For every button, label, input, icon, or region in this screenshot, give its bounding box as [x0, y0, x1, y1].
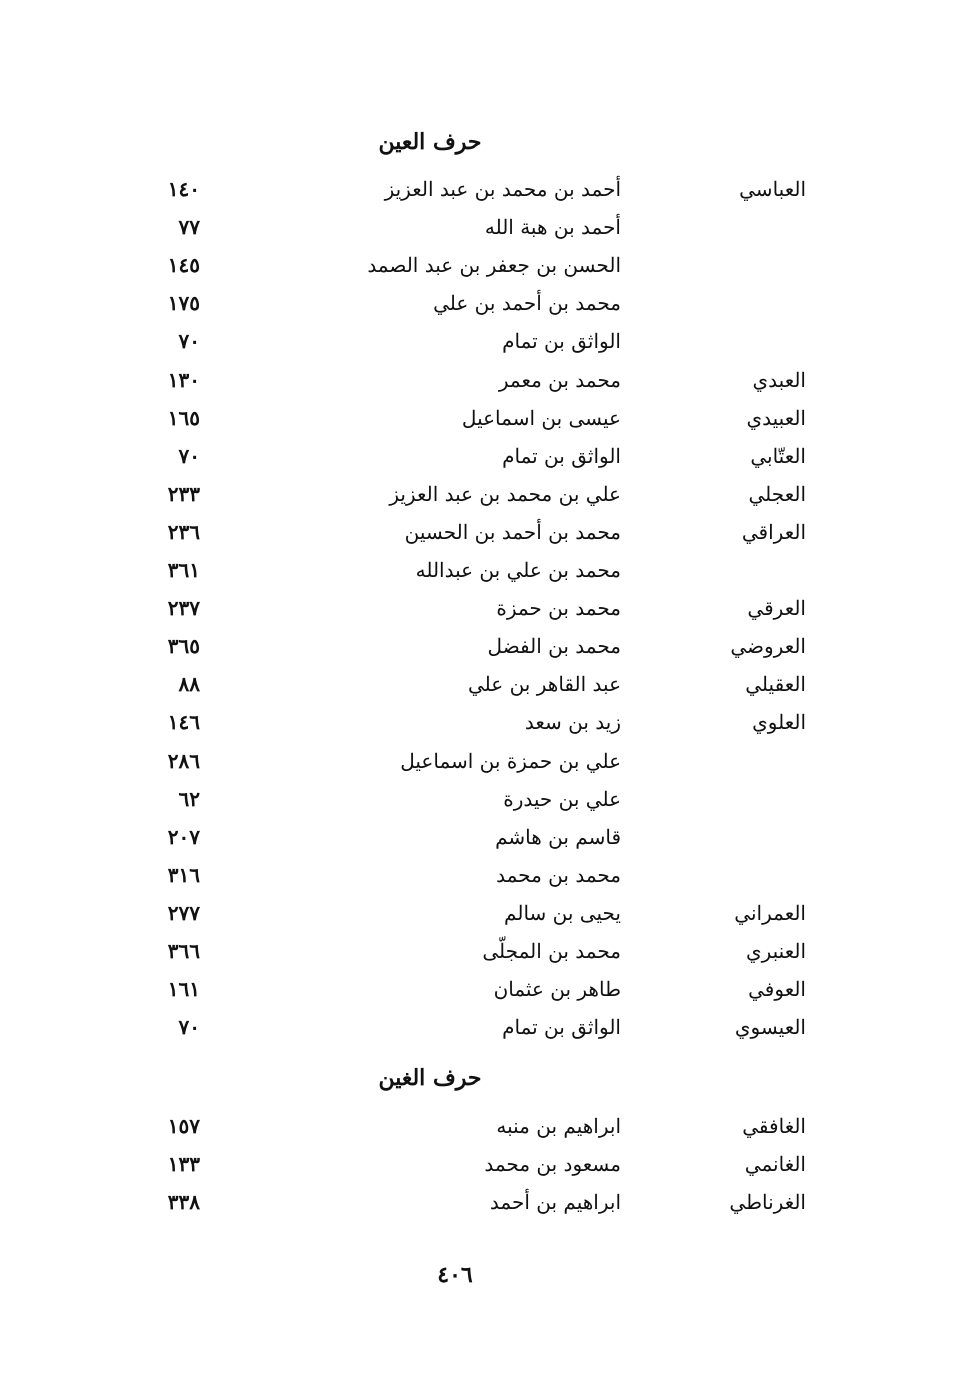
entry-page-number: ٧٧ [178, 215, 200, 240]
entry-name: محمد بن محمد [496, 862, 621, 887]
index-entry-row [0, 170, 963, 208]
entry-nisba: العرقي [747, 596, 806, 621]
index-entry-row [0, 475, 963, 513]
entry-nisba: العنبري [745, 939, 806, 963]
entry-nisba: العباسي [739, 177, 806, 201]
entry-nisba: العلوي [752, 710, 806, 735]
entry-nisba: العبدي [752, 367, 806, 392]
entry-name: الواثق بن تمام [502, 1015, 621, 1040]
index-entry-row [0, 208, 963, 246]
entry-page-number: ١٤٠ [167, 177, 200, 201]
entry-nisba: العراقي [741, 519, 806, 544]
entry-name: الواثق بن تمام [502, 443, 621, 468]
entry-name: علي بن حمزة بن اسماعيل [400, 748, 621, 773]
entry-page-number: ٦٢ [178, 786, 200, 811]
entry-page-number: ٢٧٧ [167, 900, 200, 925]
entry-page-number: ٣٦١ [167, 558, 200, 582]
entry-name: قاسم بن هاشم [495, 824, 621, 849]
index-entry-row [0, 970, 963, 1008]
entry-page-number: ١٥٧ [167, 1114, 200, 1138]
entry-page-number: ١٧٥ [167, 291, 200, 316]
index-entry-row [0, 818, 963, 856]
entry-nisba: العوفي [748, 977, 806, 1002]
entry-nisba: الغرناطي [729, 1190, 806, 1215]
index-entry-row [0, 627, 963, 665]
section-title-ain: حرف العين [378, 129, 482, 155]
entry-name: يحيى بن سالم [504, 900, 621, 925]
index-entry-row [0, 932, 963, 970]
index-entry-row [0, 856, 963, 894]
entry-page-number: ٢٨٦ [167, 748, 200, 773]
index-entry-row [0, 703, 963, 741]
entry-name: محمد بن معمر [498, 367, 621, 392]
index-entry-row [0, 665, 963, 703]
entry-nisba: الغانمي [744, 1152, 806, 1177]
entry-page-number: ٣٦٥ [167, 634, 200, 659]
entry-name: طاهر بن عثمان [493, 977, 621, 1002]
entry-page-number: ٢٠٧ [167, 824, 200, 849]
index-entry-row [0, 780, 963, 818]
index-entry-row [0, 284, 963, 322]
entry-name: ابراهيم بن منبه [496, 1114, 621, 1138]
entry-name: محمد بن المجلّى [482, 939, 621, 963]
entry-page-number: ١٤٥ [167, 253, 200, 278]
entry-page-number: ٧٠ [178, 1015, 200, 1040]
entry-nisba: العجلي [748, 481, 806, 506]
entry-name: الواثق بن تمام [502, 329, 621, 354]
entry-page-number: ٣١٦ [167, 862, 200, 887]
entry-name: مسعود بن محمد [484, 1152, 621, 1177]
entry-page-number: ١٤٦ [167, 710, 200, 735]
index-entry-row [0, 322, 963, 360]
entry-name: محمد بن أحمد بن الحسين [404, 519, 621, 544]
entry-name: أحمد بن محمد بن عبد العزيز [384, 177, 621, 201]
index-entry-row [0, 399, 963, 437]
index-entry-row [0, 437, 963, 475]
entry-page-number: ٨٨ [178, 672, 200, 697]
index-entry-row [0, 551, 963, 589]
index-entry-row [0, 246, 963, 284]
page-number: ٤٠٦ [437, 1262, 473, 1288]
entry-nisba: الغافقي [742, 1114, 806, 1138]
entry-page-number: ١٦١ [167, 977, 200, 1002]
entry-name: محمد بن حمزة [496, 596, 621, 621]
entry-name: محمد بن أحمد بن علي [433, 291, 621, 316]
entry-name: محمد بن الفضل [487, 634, 621, 659]
entry-page-number: ٢٣٦ [167, 519, 200, 544]
entry-page-number: ٣٦٦ [167, 939, 200, 963]
entry-name: عبد القاهر بن علي [468, 672, 621, 697]
entry-page-number: ١٣٣ [167, 1152, 200, 1177]
index-entry-row [0, 894, 963, 932]
entry-nisba: العقيلي [745, 672, 806, 697]
entry-name: علي بن محمد بن عبد العزيز [389, 481, 621, 506]
entry-nisba: العمراني [734, 900, 806, 925]
entry-nisba: العروضي [730, 634, 806, 659]
entry-nisba: العتّابي [750, 443, 806, 468]
entry-page-number: ١٣٠ [167, 367, 200, 392]
entry-name: علي بن حيدرة [503, 786, 621, 811]
entry-name: ابراهيم بن أحمد [489, 1190, 621, 1215]
index-entry-row [0, 1145, 963, 1183]
entry-name: عيسى بن اسماعيل [461, 405, 621, 430]
index-entry-row [0, 742, 963, 780]
entry-page-number: ١٦٥ [167, 405, 200, 430]
entry-page-number: ٢٣٣ [167, 481, 200, 506]
index-entry-row [0, 1183, 963, 1221]
entry-nisba: العيسوي [734, 1015, 806, 1040]
index-entry-row [0, 1008, 963, 1046]
entry-page-number: ٧٠ [178, 329, 200, 354]
index-entry-row [0, 589, 963, 627]
entry-name: الحسن بن جعفر بن عبد الصمد [367, 253, 621, 278]
entry-page-number: ٢٣٧ [167, 596, 200, 621]
entry-name: زيد بن سعد [524, 710, 621, 735]
section-title-ghain: حرف الغين [378, 1065, 482, 1091]
index-entry-row [0, 361, 963, 399]
index-entry-row [0, 1107, 963, 1145]
entry-page-number: ٧٠ [178, 443, 200, 468]
entry-nisba: العبيدي [746, 405, 806, 430]
entry-page-number: ٣٣٨ [167, 1190, 200, 1215]
entry-name: محمد بن علي بن عبدالله [415, 558, 621, 582]
entry-name: أحمد بن هبة الله [484, 215, 621, 240]
index-entry-row [0, 513, 963, 551]
